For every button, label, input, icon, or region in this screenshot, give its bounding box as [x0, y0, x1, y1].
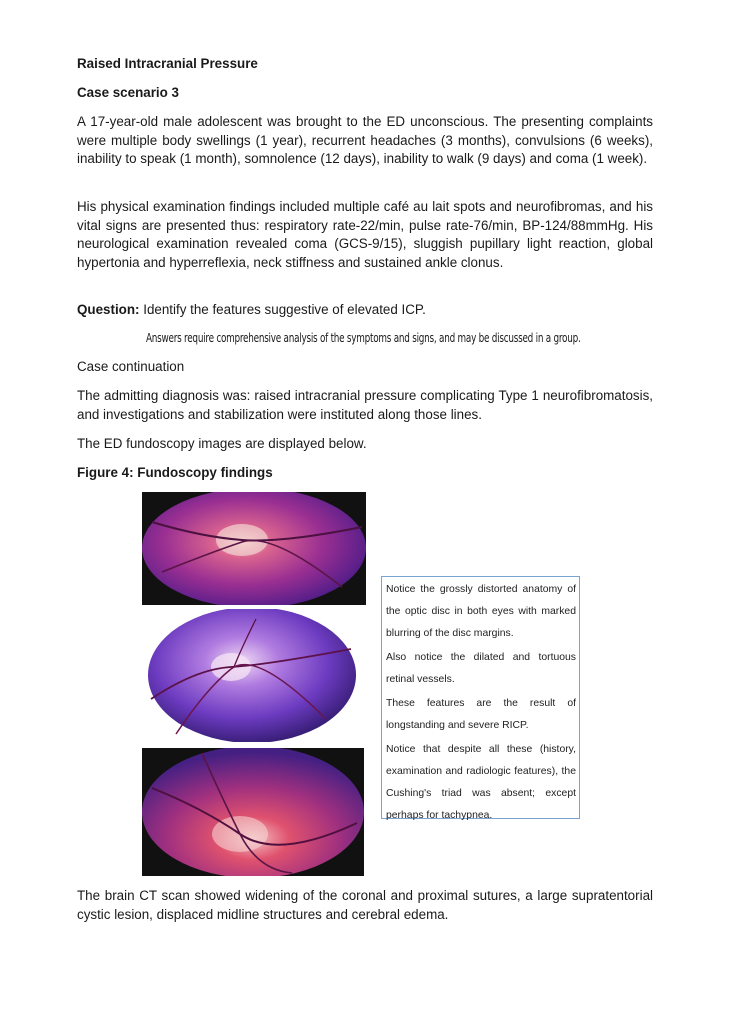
figure-caption: Figure 4: Fundoscopy findings	[77, 465, 273, 480]
fundoscopy-image-1	[142, 492, 366, 605]
case-scenario-label: Case scenario 3	[77, 85, 179, 100]
fundoscopy-intro-paragraph: The ED fundoscopy images are displayed below.	[77, 436, 367, 451]
callout-text: These features are the result of longstanding and severe RICP.	[386, 698, 576, 731]
callout-text: Notice that despite all these (history, examination and radiologic features), the Cushing's triad was absent; except perhaps for tachypnea.	[386, 744, 576, 821]
answer-note: Answers require comprehensive analysis of the symptoms and signs, and may be discussed in a group.	[146, 331, 581, 345]
page-title: Raised Intracranial Pressure	[77, 56, 258, 71]
question-text: Identify the features suggestive of elevated ICP.	[139, 302, 426, 317]
case-presentation-paragraph: A 17-year-old male adolescent was brought to the ED unconscious. The presenting complaints were multiple body swellings (1 year), recurrent headaches (3 months), convulsions (6 weeks), inability to speak (1 month), somnolence (12 days), inability to walk (9 days) and coma (1 week).	[77, 114, 653, 167]
question-line	[77, 301, 653, 320]
fundoscopy-image-2	[146, 609, 358, 742]
callout-text: Notice the grossly distorted anatomy of the optic disc in both eyes with marked blurring of the disc margins.	[386, 584, 576, 639]
ct-findings-paragraph: The brain CT scan showed widening of the coronal and proximal sutures, a large supratentorial cystic lesion, displaced midline structures and cerebral edema.	[77, 888, 653, 922]
examination-paragraph: His physical examination findings included multiple café au lait spots and neurofibromas, and his vital signs are presented thus: respiratory rate-22/min, pulse rate-76/min, BP-124/88mmHg. His neurological examination revealed coma (GCS-9/15), sluggish pupillary light reaction, global hypertonia and hyperreflexia, neck stiffness and sustained ankle clonus.	[77, 199, 653, 270]
findings-callout	[381, 576, 580, 819]
case-continuation-label: Case continuation	[77, 359, 185, 374]
diagnosis-paragraph: The admitting diagnosis was: raised intracranial pressure complicating Type 1 neurofibromatosis, and investigations and stabilization were instituted along those lines.	[77, 388, 653, 422]
fundoscopy-image-3	[142, 748, 364, 876]
question-label: Question:	[77, 302, 140, 317]
callout-text: Also notice the dilated and tortuous retinal vessels.	[386, 652, 576, 685]
